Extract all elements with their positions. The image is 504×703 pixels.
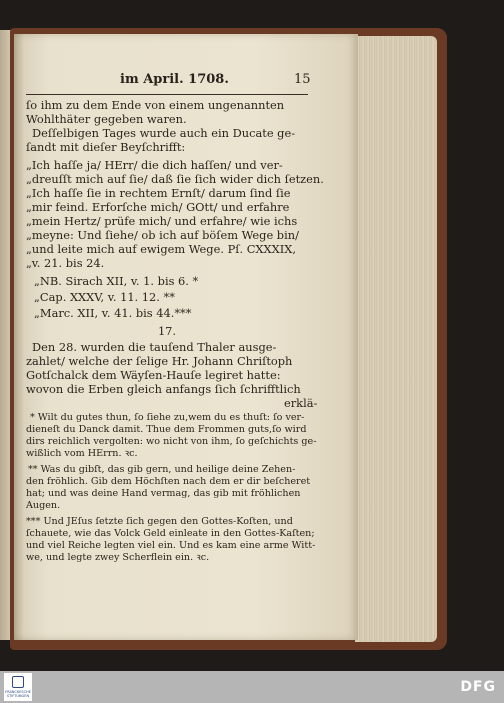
text-line: „mein Hertz/ prüfe mich/ und erfahre/ wie ichs bbox=[26, 214, 298, 228]
logo-mark-icon bbox=[12, 676, 24, 688]
text-line: ſandt mit dieſer Beyſchrifft: bbox=[26, 140, 186, 154]
text-line: Den 28. wurden die tauſend Thaler ausge- bbox=[32, 340, 277, 354]
catchword: erklä- bbox=[284, 396, 318, 410]
text-line: ſo ihm zu dem Ende von einem ungenannten bbox=[26, 98, 285, 112]
logo-text-1: FRANCKESCHE bbox=[5, 690, 31, 694]
viewer-footer bbox=[0, 671, 504, 703]
footnote-line: Augen. bbox=[26, 500, 61, 511]
footnote-line: dieneſt du Danck damit. Thue dem Frommen guts,ſo wird bbox=[26, 424, 307, 435]
footnote-line: * Wilt du gutes thun, ſo ſiehe zu,wem du es thuſt: ſo ver- bbox=[30, 412, 305, 423]
text-line: „NB. Sirach XII, v. 1. bis 6. * bbox=[34, 274, 199, 288]
text-line: „meyne: Und ſiehe/ ob ich auf böſem Wege bin/ bbox=[26, 228, 299, 242]
text-line: „dreuſſt mich auf ſie/ daß ſie ſich wider dich ſetzen. bbox=[26, 172, 324, 186]
text-line: zahlet/ welche der ſelige Hr. Johann Chriſtoph bbox=[26, 354, 293, 368]
text-line: „Ich haſſe ja/ HErr/ die dich haſſen/ und ver- bbox=[26, 158, 283, 172]
logo-text-2: STIFTUNGEN bbox=[6, 694, 30, 698]
text-line: „und leite mich auf ewigem Wege. Pſ. CXXXIX, bbox=[26, 242, 296, 256]
footnote-line: und viel Reiche legten viel ein. Und es kam eine arme Witt- bbox=[26, 540, 316, 551]
footnote-line: wißlich vom HErrn. ꝛc. bbox=[26, 448, 138, 459]
page-gutter-shadow bbox=[14, 34, 24, 640]
header-rule bbox=[26, 94, 308, 95]
text-line: „Ich haſſe ſie in rechtem Ernſt/ darum ſind ſie bbox=[26, 186, 291, 200]
page-stack-edge bbox=[355, 36, 437, 642]
footnote-line: den fröhlich. Gib dem Höchſten nach dem er dir beſcheret bbox=[26, 476, 311, 487]
footnote-line: ſchauete, wie das Volck Geld einleate in den Gottes-Kaſten; bbox=[26, 528, 315, 539]
page-number: 15 bbox=[294, 72, 311, 87]
franckesche-stiftungen-logo[interactable] bbox=[4, 673, 32, 701]
text-line: „Cap. XXXV, v. 11. 12. ** bbox=[34, 290, 175, 304]
text-line: „mir feind. Erforſche mich/ GOtt/ und erfahre bbox=[26, 200, 290, 214]
footnote-line: we, und legte zwey Scherflein ein. ꝛc. bbox=[26, 552, 210, 563]
footnote-line: *** Und JEſus ſetzte ſich gegen den Gottes-Koſten, und bbox=[26, 516, 293, 527]
footnote-line: dirs reichlich vergolten: wo nicht von ihm, ſo geſchichts ge- bbox=[26, 436, 317, 447]
dfg-logo[interactable]: DFG bbox=[460, 679, 496, 695]
text-line: „Marc. XII, v. 41. bis 44.*** bbox=[34, 306, 192, 320]
section-number: 17. bbox=[157, 324, 177, 338]
running-header bbox=[26, 72, 348, 92]
footnote-line: ** Was du gibſt, das gib gern, und heilige deine Zehen- bbox=[28, 464, 296, 475]
text-line: Gotſchalck dem Wäyſen-Hauſe legiret hatte: bbox=[26, 368, 281, 382]
text-line: wovon die Erben gleich anfangs ſich ſchrifftlich bbox=[26, 382, 301, 396]
text-line: Deſſelbigen Tages wurde auch ein Ducate ge- bbox=[32, 126, 296, 140]
footnote-line: hat; und was deine Hand vermag, das gib mit fröhlichen bbox=[26, 488, 301, 499]
text-line: „v. 21. bis 24. bbox=[26, 256, 105, 270]
header-title: im April. 1708. bbox=[120, 72, 229, 87]
text-line: Wohlthäter gegeben waren. bbox=[26, 112, 187, 126]
